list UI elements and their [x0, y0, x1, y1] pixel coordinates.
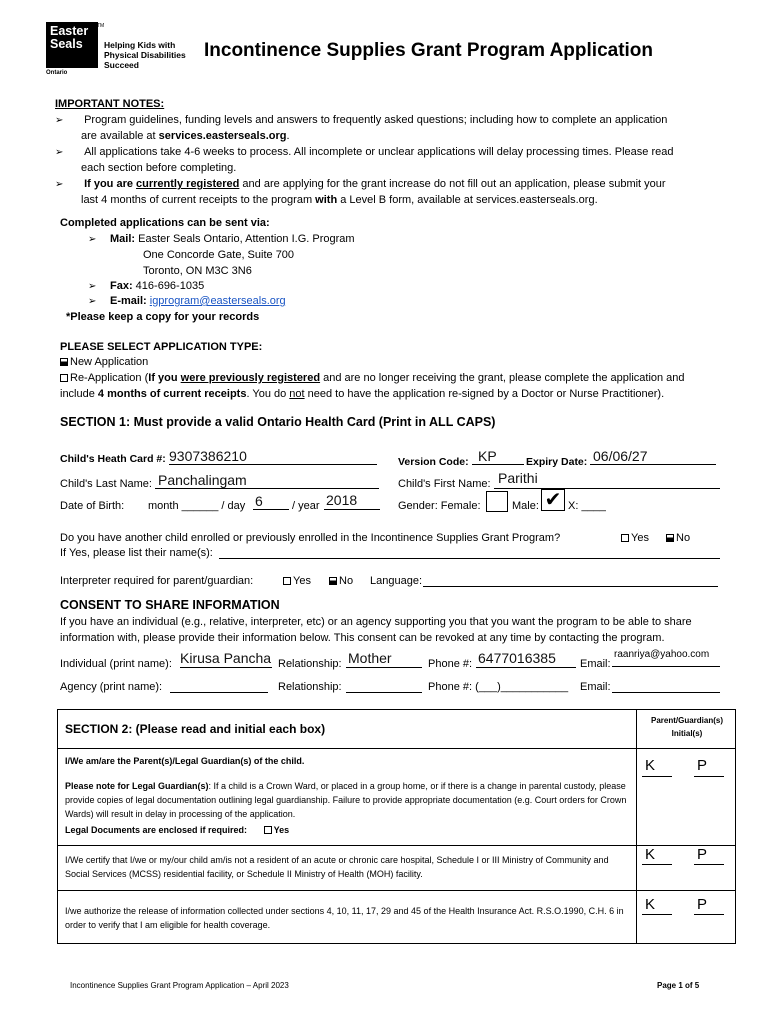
initials-header-line2: Initial(s) [671, 729, 703, 738]
new-application-option[interactable]: New Application [60, 356, 148, 368]
row1-title: I/We am/are the Parent(s)/Legal Guardian(s) of the child. [65, 756, 305, 766]
yes-checkbox[interactable] [621, 534, 629, 542]
re-application-checkbox[interactable] [60, 374, 68, 382]
version-code-field[interactable] [472, 448, 524, 465]
logo-tm: TM [97, 23, 105, 29]
version-code-value: KP [478, 448, 497, 464]
re-application-option[interactable]: Re-Application (If you were previously registered and are no longer receiving the grant, please complete the application and [60, 372, 685, 384]
another-child-no[interactable]: No [666, 532, 690, 544]
initial-underline [642, 864, 672, 865]
row2-initial-2[interactable]: P [697, 846, 708, 863]
row3-initial-1[interactable]: K [645, 896, 656, 913]
footer-page-number: Page 1 of 5 [657, 981, 700, 990]
relationship-label: Relationship: [278, 658, 342, 670]
re-application-line2: include 4 months of current receipts. You do not need to have the application re-signed by a Doctor or Nurse Practitioner). [60, 388, 665, 400]
new-application-checkbox[interactable] [60, 358, 68, 366]
agency-email-label: Email: [580, 681, 611, 693]
individual-label: Individual (print name): [60, 658, 172, 670]
gender-male-label: Male: [512, 500, 539, 512]
dob-year-value: 2018 [326, 492, 358, 508]
mail-line: ➢ Mail: Easter Seals Ontario, Attention I.G. Program [88, 233, 355, 245]
health-card-field[interactable] [169, 448, 377, 465]
phone-value: 6477016385 [478, 650, 556, 666]
arrow-bullet-icon: ➢ [55, 115, 64, 126]
last-name-label: Child's Last Name: [60, 478, 152, 490]
dob-year-label: / year [292, 500, 320, 512]
send-heading: Completed applications can be sent via: [60, 217, 270, 229]
health-card-label: Child's Heath Card #: [60, 453, 166, 465]
dob-label: Date of Birth: [60, 500, 125, 512]
program-email-link[interactable]: igprogram@easterseals.org [149, 295, 286, 307]
relationship-value: Mother [348, 650, 392, 666]
note-3: ➢ If you are currently registered and are applying for the grant increase do not fill out an application, please submit your [55, 178, 666, 190]
gender-x-label: X: ____ [568, 500, 606, 512]
last-name-field[interactable] [155, 472, 379, 489]
tagline: Helping Kids with Physical Disabilities Succeed [104, 40, 186, 70]
note-3-line2: last 4 months of current receipts to the program with a Level B form, available at services.easterseals.org. [81, 194, 598, 206]
mail-address-line3: Toronto, ON M3C 3N6 [143, 265, 252, 277]
column-divider [636, 710, 637, 943]
another-child-question: Do you have another child enrolled or previously enrolled in the Incontinence Supplies Grant Program? [60, 532, 561, 544]
gender-female-label: Gender: Female: [398, 500, 481, 512]
row1-initial-2[interactable]: P [697, 757, 708, 774]
note-1: ➢ Program guidelines, funding levels and answers to frequently asked questions; including how to complete an application [55, 114, 668, 126]
initial-underline [642, 776, 672, 777]
email-line: ➢ E-mail: igprogram@easterseals.org [88, 295, 286, 307]
fax-line: ➢ Fax: 416-696-1035 [88, 280, 205, 292]
first-name-value: Parithi [498, 470, 538, 486]
initials-column-header [637, 714, 737, 740]
mail-address-line2: One Concorde Gate, Suite 700 [143, 249, 295, 261]
arrow-bullet-icon: ➢ [88, 296, 97, 307]
note-1-line2: are available at services.easterseals.org. [81, 130, 290, 142]
consent-heading: CONSENT TO SHARE INFORMATION [60, 598, 280, 612]
phone-field[interactable] [476, 650, 576, 668]
row1-initial-1[interactable]: K [645, 757, 656, 774]
interpreter-yes-checkbox[interactable] [283, 577, 291, 585]
consent-text-1: If you have an individual (e.g., relative, interpreter, etc) or an agency supporting you that you want the program to be able to share [60, 616, 692, 628]
logo-line1: Easter [50, 24, 89, 38]
email-label: Email: [580, 658, 611, 670]
language-label: Language: [370, 575, 422, 587]
interpreter-yes[interactable]: Yes [283, 575, 311, 587]
dob-day-value: 6 [255, 493, 263, 509]
initial-underline [694, 914, 724, 915]
male-checkbox[interactable] [541, 489, 565, 511]
legal-docs-checkbox[interactable] [264, 826, 272, 834]
health-card-value: 9307386210 [169, 448, 247, 464]
arrow-bullet-icon: ➢ [88, 281, 97, 292]
individual-field[interactable] [180, 650, 272, 668]
email-value: raanriya@yahoo.com [614, 649, 710, 660]
row3-text: I/we authorize the release of information collected under sections 4, 10, 11, 17, 29 and 45 of the Health Insurance Act. R.S.O.1990, C.H. 6 in order to verify that I am eligible for health coverage. [65, 906, 624, 930]
interpreter-label: Interpreter required for parent/guardian: [60, 575, 254, 587]
row1-docs: Legal Documents are enclosed if required: Yes [65, 825, 290, 835]
no-checkbox[interactable] [666, 534, 674, 542]
agency-relationship-label: Relationship: [278, 681, 342, 693]
arrow-bullet-icon: ➢ [88, 234, 97, 245]
initial-underline [642, 914, 672, 915]
checkmark-icon: ✔ [544, 489, 562, 511]
agency-phone[interactable]: Phone #: (___)___________ [428, 681, 569, 693]
another-child-yes[interactable]: Yes [621, 532, 649, 544]
logo-ontario: Ontario [46, 70, 68, 76]
last-name-value: Panchalingam [158, 472, 247, 488]
row1-note: Please note for Legal Guardian(s): If a child is a Crown Ward, or placed in a group home, or if there is a change in parental custody, please provide copies of legal documentation outlining legal guardianship. Failure to provide appropriate documentation (e.g. Court orders for Crown Wards) will result in delay in processing of the application. [65, 781, 627, 819]
page-title: Incontinence Supplies Grant Program Application [204, 40, 654, 61]
row-divider [58, 845, 735, 846]
dob-month-day: month ______ / day [148, 500, 246, 512]
notes-heading: IMPORTANT NOTES: [55, 98, 165, 110]
agency-label: Agency (print name): [60, 681, 163, 693]
easter-seals-logo [46, 22, 98, 68]
female-checkbox[interactable] [486, 491, 508, 512]
expiry-value: 06/06/27 [593, 448, 648, 464]
first-name-field[interactable] [494, 470, 720, 489]
agency-relationship-field[interactable] [346, 680, 422, 693]
note-2: ➢ All applications take 4-6 weeks to process. All incomplete or unclear applications will delay processing times. Please read [55, 146, 674, 158]
email-field[interactable] [612, 648, 720, 667]
apptype-heading: PLEASE SELECT APPLICATION TYPE: [60, 341, 263, 353]
relationship-field[interactable] [346, 650, 422, 668]
interpreter-no-checkbox[interactable] [329, 577, 337, 585]
logo-line2: Seals [50, 37, 83, 51]
list-names-label: If Yes, please list their name(s): [60, 547, 213, 559]
footer-left: Incontinence Supplies Grant Program Application – April 2023 [70, 981, 289, 990]
row-divider [58, 748, 735, 749]
arrow-bullet-icon: ➢ [55, 147, 64, 158]
initial-underline [694, 776, 724, 777]
individual-value: Kirusa Pancha [180, 650, 272, 666]
row3-initial-2[interactable]: P [697, 896, 708, 913]
expiry-label: Expiry Date: [526, 456, 588, 468]
arrow-bullet-icon: ➢ [55, 179, 64, 190]
note-2-line2: each section before completing. [81, 162, 237, 174]
agency-email-field[interactable] [612, 680, 720, 693]
section1-heading: SECTION 1: Must provide a valid Ontario Health Card (Print in ALL CAPS) [60, 415, 496, 429]
row2-text: I/We certify that I/we or my/our child am/is not a resident of an acute or chronic care hospital, Schedule I or III Ministry of Community and Social Services (MCSS) residential facility, or Schedule II Ministry of Health (MOH) facility. [65, 855, 609, 879]
version-code-label: Version Code: [398, 456, 469, 468]
phone-label: Phone #: [428, 658, 473, 670]
section2-table [57, 709, 736, 944]
initial-underline [694, 864, 724, 865]
language-field[interactable] [423, 574, 718, 587]
expiry-field[interactable] [590, 448, 716, 465]
row2-initial-1[interactable]: K [645, 846, 656, 863]
row-divider [58, 890, 735, 891]
initials-header-line1: Parent/Guardian(s) [650, 716, 723, 725]
section2-heading: SECTION 2: (Please read and initial each box) [65, 722, 326, 736]
consent-text-2: information with, please provide their information below. This consent can be revoked at any time by contacting the program. [60, 632, 665, 644]
list-names-field[interactable] [219, 546, 720, 559]
interpreter-no[interactable]: No [329, 575, 353, 587]
agency-field[interactable] [170, 680, 268, 693]
dob-day-field[interactable] [253, 493, 289, 510]
dob-year-field[interactable] [324, 492, 380, 510]
copy-note: *Please keep a copy for your records [66, 311, 260, 323]
first-name-label: Child's First Name: [398, 478, 491, 490]
